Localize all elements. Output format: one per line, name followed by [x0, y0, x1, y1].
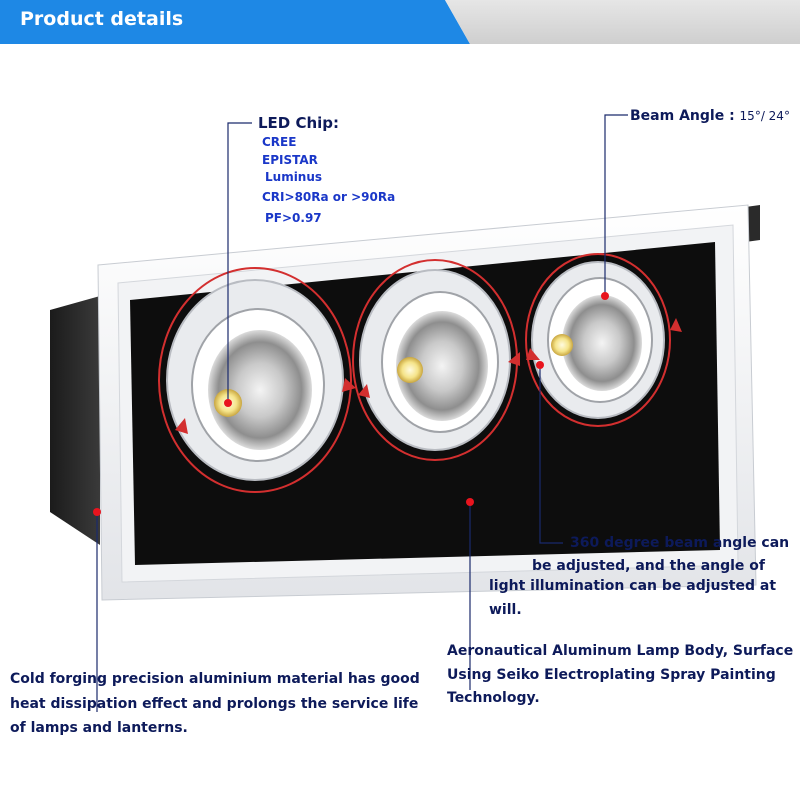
page-title: Product details [20, 8, 184, 30]
lamp-module-2 [353, 260, 517, 460]
beam-angle-value: 15°/ 24° [739, 109, 790, 123]
led-chip-item-cree: CREE [262, 135, 297, 149]
beam-angle-label: Beam Angle : 15°/ 24° [630, 108, 790, 124]
led-chip-item-luminus: Luminus [265, 170, 323, 184]
housing-side [50, 296, 100, 545]
cold-forging-line-2: heat dissipation effect and prolongs the service life [10, 696, 419, 712]
led-chip-title: LED Chip: [258, 114, 340, 132]
lamp-module-3 [526, 254, 670, 426]
adjust-line-3: light illumination can be adjusted at will. [489, 578, 777, 618]
body-line-1: Aeronautical Aluminum Lamp Body, Surface [447, 643, 794, 659]
adjust-line-1: 360 degree beam angle can [570, 535, 790, 551]
adjust-line-2: be adjusted, and the angle of [532, 558, 766, 574]
cold-forging-line-3: of lamps and lanterns. [10, 720, 188, 736]
led-chip-2 [397, 357, 423, 383]
led-chip-item-pf: PF>0.97 [265, 211, 322, 225]
body-line-2: Using Seiko Electroplating Spray Painting [447, 667, 776, 683]
led-chip-item-cri: CRI>80Ra or >90Ra [262, 190, 396, 204]
cold-forging-line-1: Cold forging precision aluminium material has good [10, 671, 420, 687]
led-chip-item-epistar: EPISTAR [262, 153, 318, 167]
led-chip-3 [551, 334, 573, 356]
body-line-3: Technology. [447, 690, 540, 706]
